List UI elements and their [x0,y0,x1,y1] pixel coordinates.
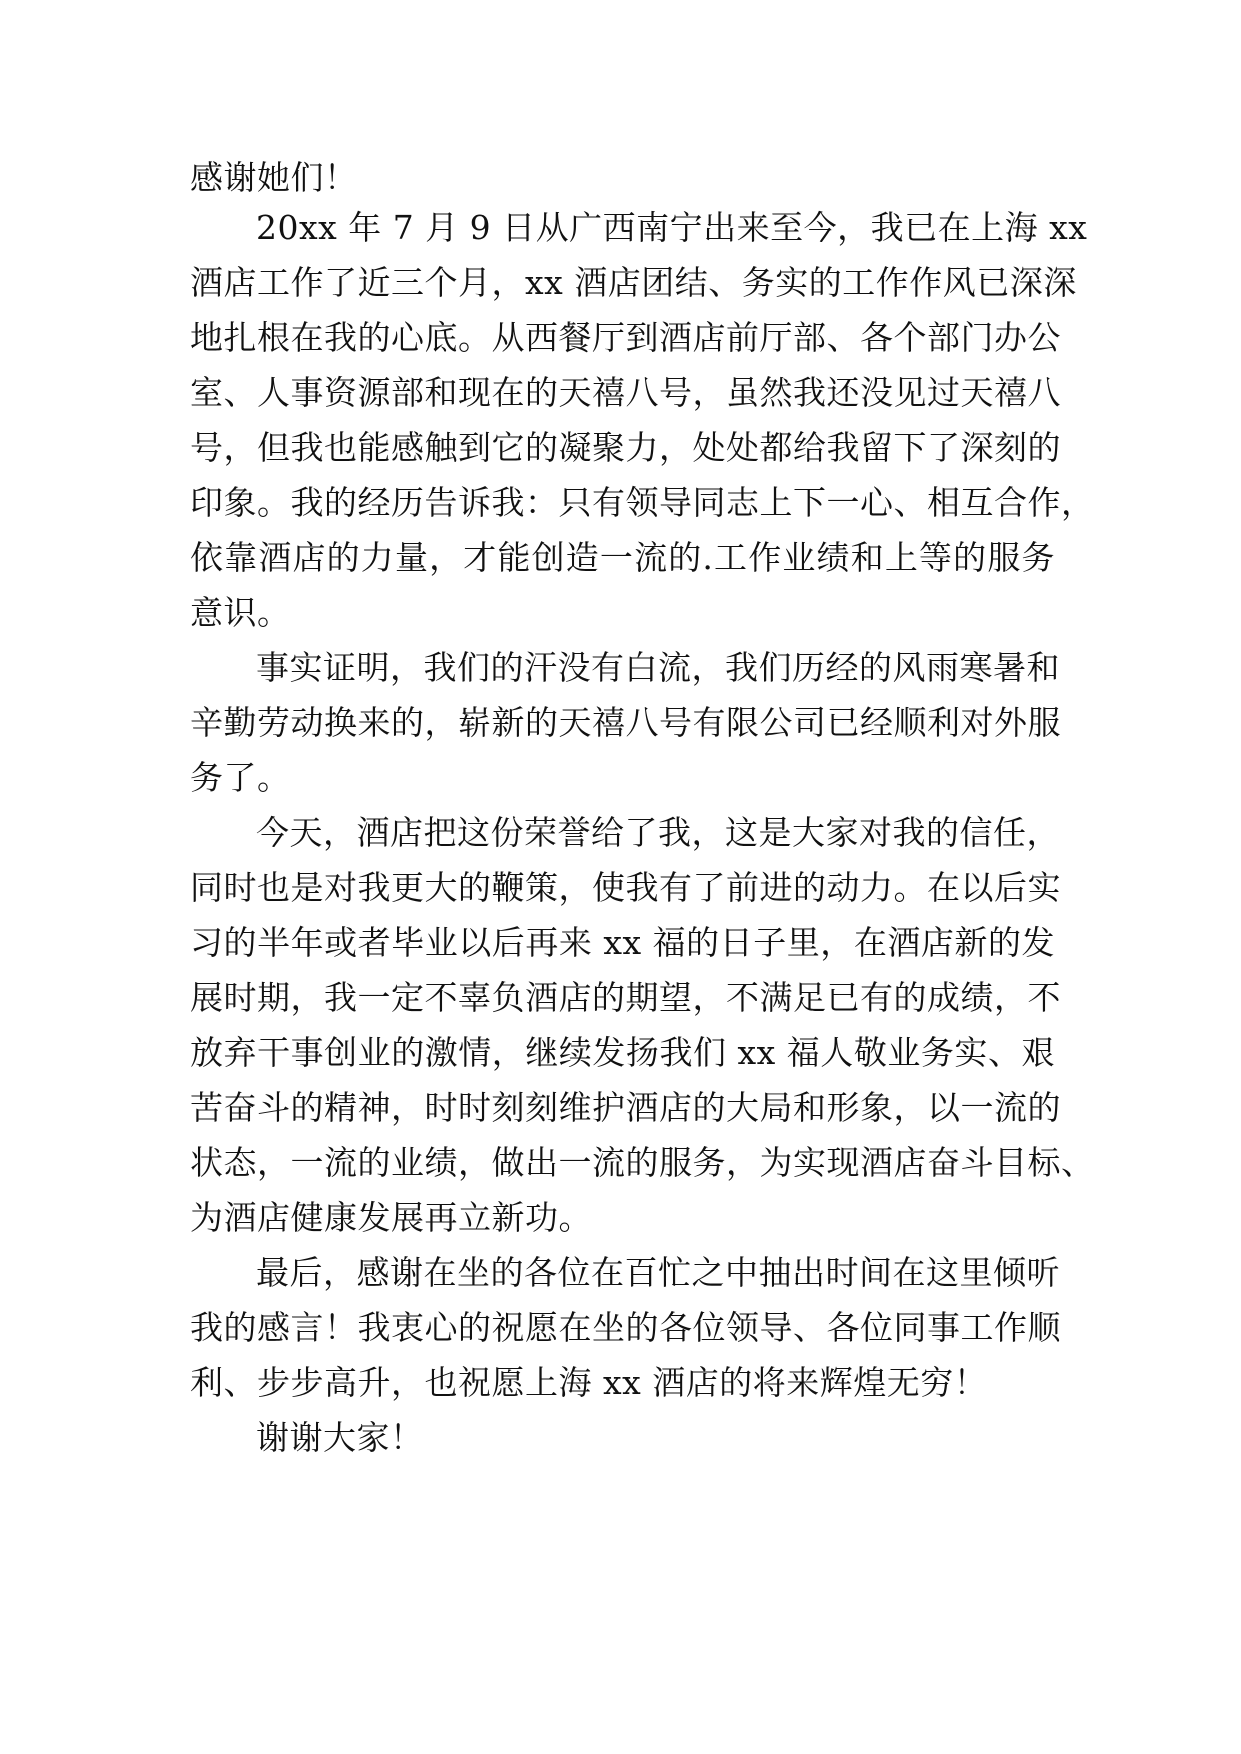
text-line: 地扎根在我的心底。从西餐厅到酒店前厅部、各个部门办公 [190,318,1061,357]
text-line: 室、人事资源部和现在的天禧八号，虽然我还没见过天禧八 [190,373,1061,412]
text-line: 感谢她们！ [190,158,358,197]
text-line: 依靠酒店的力量，才能创造一流的.工作业绩和上等的服务 [190,538,1055,577]
text-line: 苦奋斗的精神，时时刻刻维护酒店的大局和形象，以一流的 [190,1088,1061,1127]
text-line: 务了。 [190,758,291,797]
text-line: 放弃干事创业的激情，继续发扬我们 xx 福人敬业务实、艰 [190,1033,1055,1072]
text-line: 展时期，我一定不辜负酒店的期望，不满足已有的成绩，不 [190,978,1061,1017]
text-line: 同时也是对我更大的鞭策，使我有了前进的动力。在以后实 [190,868,1061,907]
text-line: 习的半年或者毕业以后再来 xx 福的日子里，在酒店新的发 [190,923,1055,962]
text-line: 号，但我也能感触到它的凝聚力，处处都给我留下了深刻的 [190,428,1061,467]
text-line: 辛勤劳动换来的，崭新的天禧八号有限公司已经顺利对外服 [190,703,1061,742]
text-line: 印象。我的经历告诉我：只有领导同志上下一心、相互合作， [190,483,1095,522]
text-line: 利、步步高升，也祝愿上海 xx 酒店的将来辉煌无穷！ [190,1363,988,1402]
paragraph-start-line: 最后，感谢在坐的各位在百忙之中抽出时间在这里倾听 [256,1253,1060,1292]
paragraph-start-line: 今天，酒店把这份荣誉给了我，这是大家对我的信任， [256,813,1060,852]
text-line: 我的感言！我衷心的祝愿在坐的各位领导、各位同事工作顺 [190,1308,1061,1347]
text-line: 酒店工作了近三个月，xx 酒店团结、务实的工作作风已深深 [190,263,1077,302]
closing-line: 谢谢大家！ [256,1418,424,1457]
text-line: 意识。 [190,593,291,632]
paragraph-start-line: 20xx 年 7 月 9 日从广西南宁出来至今，我已在上海 xx [256,208,1088,247]
text-line: 为酒店健康发展再立新功。 [190,1198,592,1237]
text-line: 状态，一流的业绩，做出一流的服务，为实现酒店奋斗目标、 [190,1143,1095,1182]
paragraph-start-line: 事实证明，我们的汗没有白流，我们历经的风雨寒暑和 [256,648,1060,687]
